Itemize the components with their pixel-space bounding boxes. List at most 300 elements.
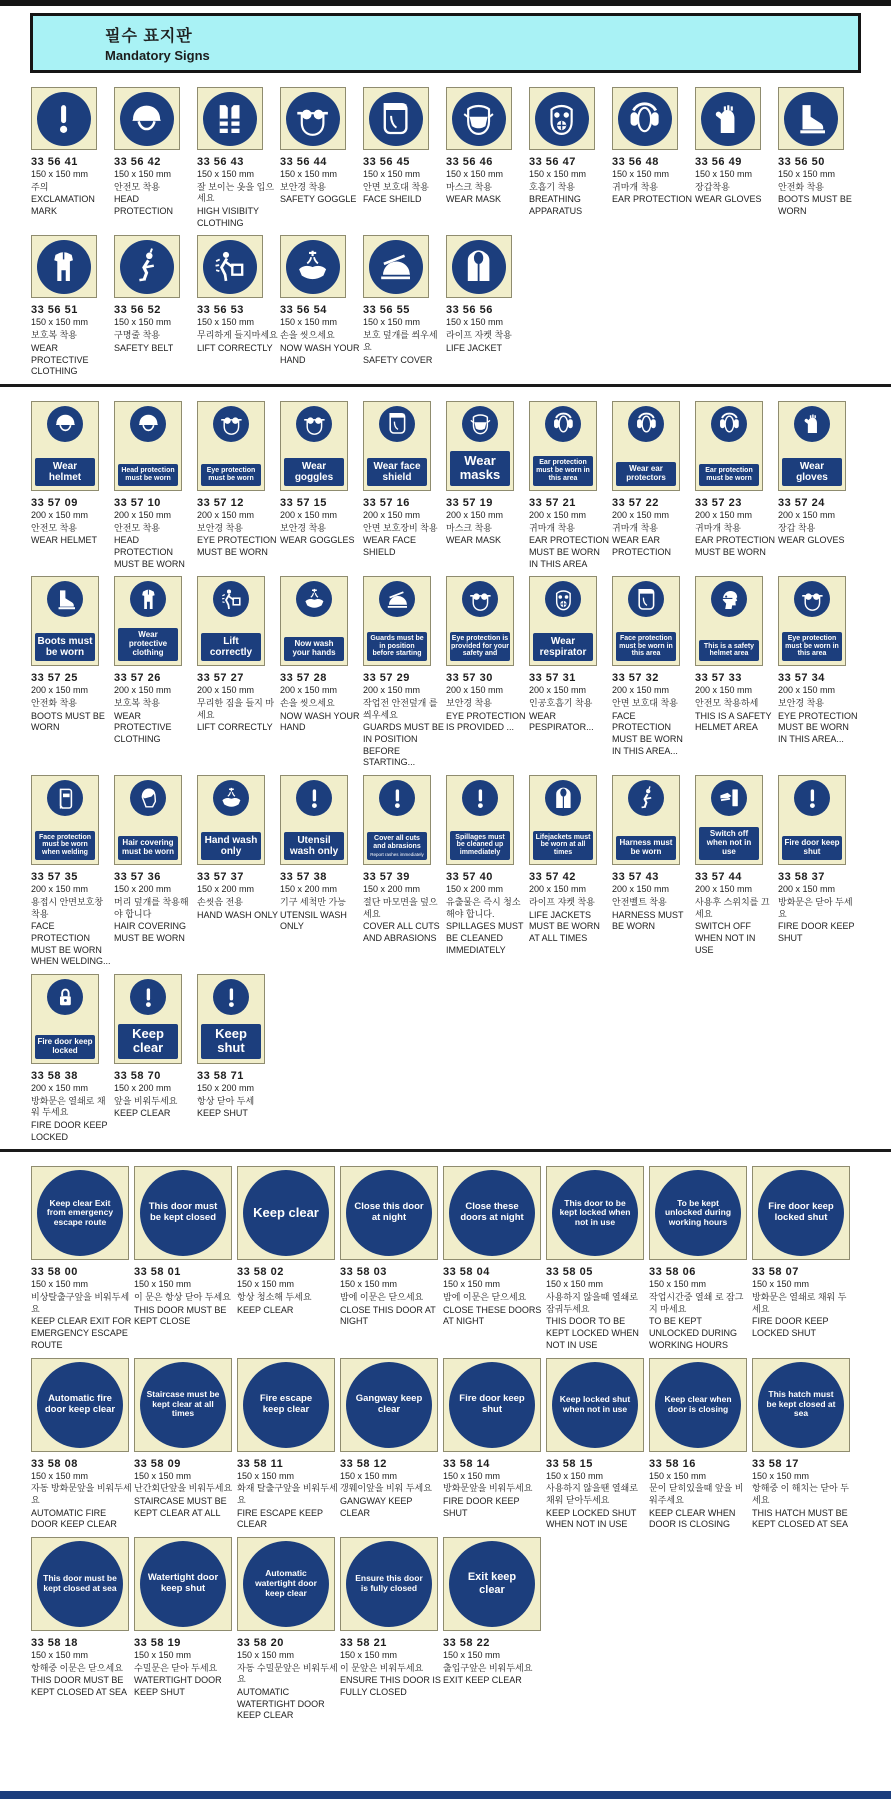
sign-code: 33 56 45 — [363, 156, 410, 168]
sign-caption — [35, 831, 95, 860]
sign-card — [340, 1358, 441, 1520]
sign-label-english: WATERTIGHT DOOR KEEP SHUT — [134, 1675, 222, 1697]
sign-plate — [443, 1358, 541, 1452]
sign-label-english: THIS DOOR MUST BE KEPT CLOSED AT SEA — [31, 1675, 128, 1697]
sign-plate — [280, 235, 346, 298]
pictogram-circle — [37, 240, 91, 294]
sign-plate — [237, 1166, 335, 1260]
sign-card — [446, 87, 527, 206]
sign-label-english: THIS DOOR MUST BE KEPT CLOSE — [134, 1304, 227, 1327]
sign-label-english: TO BE KEPT UNLOCKED DURING WORKING HOURS — [649, 1316, 738, 1350]
sign-code: 33 57 35 — [31, 871, 78, 884]
sign-code: 33 56 49 — [695, 156, 742, 168]
sign-label-english: HIGH VISIBITY CLOTHING — [197, 206, 259, 228]
sign-card — [363, 576, 444, 769]
sign-code: 33 57 36 — [114, 871, 161, 884]
sign-card — [31, 1358, 132, 1531]
sign-card — [280, 775, 361, 933]
harness-icon — [125, 245, 168, 288]
sign-size: 200 x 150 mm — [612, 509, 670, 520]
sign-plate — [446, 576, 514, 666]
sign-caption-text: Boots must be worn — [37, 635, 93, 659]
sign-card — [778, 87, 859, 218]
sign-label-english: FIRE DOOR KEEP SHUT — [778, 921, 855, 943]
sign-card — [134, 1358, 235, 1520]
sign-circle-text: Automatic watertight door keep clear — [243, 1541, 329, 1627]
sign-size: 150 x 150 mm — [443, 1279, 501, 1290]
sign-circle-text: Close these doors at night — [449, 1170, 535, 1256]
sign-card — [197, 576, 278, 734]
sign-size: 150 x 150 mm — [134, 1470, 192, 1481]
sign-label-english: THIS DOOR TO BE KEPT LOCKED WHEN NOT IN USE — [546, 1316, 639, 1350]
sign-size: 150 x 150 mm — [778, 169, 836, 179]
exclamation-icon — [134, 983, 163, 1012]
lifejacket-icon — [549, 784, 578, 813]
sign-card — [446, 775, 527, 956]
sign-code: 33 57 30 — [446, 672, 493, 685]
pictogram-circle — [711, 406, 747, 442]
sign-code: 33 57 22 — [612, 496, 659, 509]
sign-code: 33 58 15 — [546, 1457, 593, 1470]
guard-cover-icon — [374, 245, 417, 288]
sign-circle-text: Gangway keep clear — [346, 1362, 432, 1448]
sign-size: 150 x 150 mm — [197, 317, 255, 328]
sign-label-korean: 귀마개 착용 — [695, 522, 741, 533]
lifejacket-icon — [457, 245, 500, 288]
sign-label-english: WEAR PESPIRATOR... — [529, 710, 594, 733]
sign-card — [31, 1166, 132, 1351]
sign-size: 150 x 150 mm — [446, 169, 504, 179]
sign-plate — [31, 401, 99, 491]
sign-caption-text: Face protection must be worn when welding — [38, 833, 92, 857]
sign-caption — [782, 458, 842, 486]
sign-size: 150 x 150 mm — [649, 1279, 707, 1290]
sign-label-korean: 문이 닫히있을때 앞을 비워주세요 — [649, 1483, 744, 1505]
sign-code: 33 56 55 — [363, 304, 410, 317]
sign-plate — [340, 1358, 438, 1452]
sign-label-english: KEEP CLEAR — [114, 1108, 171, 1119]
sign-label-korean: 인공호흡기 착용 — [529, 698, 593, 708]
pictogram-circle — [296, 406, 332, 442]
bottom-border-strip — [0, 1791, 891, 1799]
sign-circle-text: This hatch must be kept closed at sea — [758, 1362, 844, 1448]
exclamation-icon — [798, 784, 827, 813]
sign-label-korean: 라이프 자켓 착용 — [446, 330, 512, 341]
sign-code: 33 57 40 — [446, 871, 493, 884]
sign-label-english: WEAR PROTECTIVE CLOTHING — [31, 342, 89, 377]
pictogram-circle — [130, 780, 166, 816]
sign-label-korean: 수밀문은 닫아 두세요 — [134, 1662, 218, 1673]
top-border-strip — [0, 0, 891, 6]
sign-label-english: CLOSE THESE DOORS AT NIGHT — [443, 1304, 542, 1327]
sign-card — [695, 87, 776, 206]
sign-size: 200 x 150 mm — [612, 685, 670, 696]
sign-size: 150 x 150 mm — [237, 1279, 295, 1290]
sign-caption — [367, 458, 427, 486]
sign-plate — [752, 1358, 850, 1452]
sign-label-english: THIS IS A SAFETY HELMET AREA — [695, 710, 772, 733]
sign-label-korean: 안면 보호장비 착용 — [363, 522, 438, 533]
sign-plate — [778, 87, 844, 150]
sign-card — [31, 775, 112, 968]
sign-card — [340, 1166, 441, 1328]
sign-label-korean: 이 문은 항상 닫아 두세요 — [134, 1292, 231, 1303]
sign-code: 33 57 39 — [363, 871, 410, 884]
lift-icon — [217, 585, 246, 614]
sign-caption-text: Fire door keep shut — [784, 838, 840, 857]
sign-plate — [114, 87, 180, 150]
sign-caption-text: Hair covering must be worn — [121, 838, 174, 857]
sign-label-english: LIFT CORRECTLY — [197, 722, 273, 733]
sign-plate — [695, 775, 763, 865]
sign-plate — [197, 775, 265, 865]
sign-label-english: BREATHING APPARATUS — [529, 194, 583, 217]
sign-label-korean: 용접시 안면보호창 착용 — [31, 896, 104, 919]
sign-size: 150 x 150 mm — [340, 1470, 398, 1481]
sign-code: 33 58 16 — [649, 1457, 696, 1470]
sign-plate — [778, 576, 846, 666]
hair-covering-icon — [134, 784, 163, 813]
sign-size: 150 x 150 mm — [752, 1470, 810, 1481]
sign-caption — [118, 628, 178, 661]
sign-plate — [612, 401, 680, 491]
sign-plate — [695, 401, 763, 491]
sign-card — [695, 576, 776, 734]
sign-label-korean: 유출물은 즉시 청소해야 합니다. — [446, 896, 521, 919]
sign-size: 200 x 150 mm — [778, 685, 836, 696]
section-divider — [0, 1149, 891, 1152]
sign-card — [649, 1166, 750, 1351]
sign-plate — [134, 1358, 232, 1452]
sign-label-korean: 안전모 착용 — [114, 522, 160, 533]
sign-code: 33 58 12 — [340, 1457, 387, 1470]
goggles-icon — [291, 97, 334, 140]
sign-label-english: HARNESS MUST BE WORN — [612, 909, 684, 932]
sign-size: 150 x 150 mm — [237, 1649, 295, 1660]
sign-caption-text: Cover all cuts and abrasions — [373, 835, 421, 851]
sign-card — [31, 401, 112, 547]
sign-label-korean: 사용후 스위치를 끄세요 — [695, 896, 770, 919]
sign-caption — [367, 632, 427, 661]
sign-caption — [616, 462, 676, 486]
sign-size: 150 x 150 mm — [752, 1279, 810, 1290]
sign-size: 150 x 150 mm — [649, 1470, 707, 1481]
sign-code: 33 58 70 — [114, 1069, 161, 1082]
sign-plate — [280, 87, 346, 150]
sign-code: 33 56 41 — [31, 156, 78, 168]
sign-code: 33 56 56 — [446, 304, 493, 317]
sign-caption-text: Wear masks — [459, 452, 501, 483]
sign-label-korean: 보안경 착용 — [446, 698, 492, 708]
sign-label-english: WEAR GLOVES — [778, 535, 845, 546]
sign-caption — [201, 832, 261, 860]
sign-label-korean: 절단 마모면을 덮으세요 — [363, 896, 438, 919]
sign-caption — [782, 836, 842, 860]
sign-code: 33 57 25 — [31, 672, 78, 685]
sign-code: 33 57 33 — [695, 672, 742, 685]
sign-label-korean: 손을 씻으세요 — [280, 330, 335, 341]
sign-caption-text: Wear gloves — [796, 460, 828, 483]
sign-label-korean: 안면 보호대 착용 — [612, 698, 678, 708]
harness-icon — [632, 784, 661, 813]
sign-label-english: CLOSE THIS DOOR AT NIGHT — [340, 1304, 436, 1327]
sign-caption-text: Wear ear protectors — [626, 463, 666, 482]
pictogram-circle — [535, 92, 589, 146]
pictogram-signs — [31, 87, 863, 378]
sign-plate — [529, 775, 597, 865]
sign-size: 150 x 150 mm — [31, 169, 89, 179]
sign-card — [546, 1166, 647, 1351]
exclamation-icon — [466, 784, 495, 813]
sign-label-english: EXIT KEEP CLEAR — [443, 1675, 522, 1686]
sign-size: 200 x 150 mm — [446, 685, 504, 696]
gloves-icon — [706, 97, 749, 140]
sign-row — [31, 1358, 863, 1531]
sign-label-korean: 보안경 착용 — [280, 522, 326, 533]
sign-card — [695, 401, 776, 559]
sign-caption — [118, 836, 178, 860]
sign-card — [529, 576, 610, 734]
pictogram-circle — [203, 240, 257, 294]
sign-label-korean: 장갑착용 — [695, 181, 730, 192]
sign-card — [363, 87, 444, 206]
sign-size: 200 x 150 mm — [529, 685, 587, 696]
sign-label-english: KEEP CLEAR — [237, 1304, 294, 1315]
sign-caption-text: Switch off when not in use — [706, 829, 752, 857]
sign-plate — [280, 401, 348, 491]
sign-plate — [31, 1166, 129, 1260]
sign-row — [31, 576, 863, 769]
sign-size: 200 x 150 mm — [31, 884, 89, 895]
sign-label-english: NOW WASH YOUR HAND — [280, 342, 360, 365]
pictogram-circle — [47, 406, 83, 442]
sign-code: 33 58 22 — [443, 1636, 490, 1649]
sign-card — [114, 87, 195, 218]
sign-plate — [237, 1537, 335, 1631]
pictogram-circle — [203, 92, 257, 146]
sign-label-korean: 손씻음 전용 — [197, 896, 243, 907]
sign-card — [363, 401, 444, 559]
sign-label-korean: 보호복 착용 — [114, 698, 160, 708]
sign-label-korean: 방화문은 열쇄로 채워 두세요 — [752, 1292, 847, 1314]
earmuffs-icon — [623, 97, 666, 140]
sign-label-english: GANGWAY KEEP CLEAR — [340, 1495, 413, 1518]
sign-plate — [363, 401, 431, 491]
sign-plate — [31, 576, 99, 666]
sign-label-korean: 밤에 이문은 닫으세요 — [340, 1292, 424, 1303]
sign-plate — [778, 401, 846, 491]
sign-label-korean: 사용하지 않을때 열쇄로 잠궈두세요 — [546, 1292, 638, 1314]
sign-circle-text: To be kept unlocked during working hours — [655, 1170, 741, 1256]
boots-icon — [789, 97, 832, 140]
sign-size: 150 x 150 mm — [612, 169, 670, 179]
sign-label-korean: 주의 — [31, 181, 49, 192]
sign-caption-text: Now wash your hands — [292, 639, 336, 658]
sign-row — [31, 87, 863, 229]
sign-plate — [340, 1537, 438, 1631]
sign-caption — [533, 633, 593, 661]
sign-code: 33 56 44 — [280, 156, 327, 168]
sign-label-english: FIRE DOOR KEEP LOCKED SHUT — [752, 1316, 829, 1339]
page-title-english: Mandatory Signs — [105, 48, 210, 63]
sign-caption-text: Wear face shield — [373, 460, 421, 483]
sign-plate — [134, 1537, 232, 1631]
pictogram-circle — [37, 92, 91, 146]
pictogram-circle — [130, 979, 166, 1015]
sign-caption-text: Wear helmet — [48, 460, 82, 483]
sign-card — [197, 775, 278, 921]
pictogram-circle — [618, 92, 672, 146]
sign-label-english: LIFT CORRECTLY — [197, 342, 273, 353]
sign-code: 33 56 48 — [612, 156, 659, 168]
sign-code: 33 58 04 — [443, 1266, 490, 1279]
sign-caption-text: Eye protection is provided for your safety and — [451, 634, 509, 658]
sign-size: 150 x 200 mm — [446, 884, 504, 895]
sign-label-korean: 귀마개 착용 — [612, 522, 658, 533]
exclamation-icon — [217, 983, 246, 1012]
sign-label-korean: 잘 보이는 옷을 입으세요 — [197, 181, 275, 204]
sign-code: 33 57 29 — [363, 672, 410, 685]
sign-card — [134, 1166, 235, 1328]
sign-plate — [237, 1358, 335, 1452]
sign-card — [31, 576, 112, 734]
sign-label-english: BOOTS MUST BE WORN — [31, 710, 105, 733]
pictogram-circle — [130, 406, 166, 442]
sign-plate — [612, 775, 680, 865]
sign-card — [446, 401, 527, 547]
sign-card — [443, 1358, 544, 1520]
sign-card — [114, 576, 195, 745]
sign-caption — [616, 632, 676, 661]
sign-label-korean: 항해중 이 해치는 닫아 두세요 — [752, 1483, 849, 1505]
sign-label-korean: 귀마개 착용 — [612, 181, 658, 192]
pictogram-circle — [213, 979, 249, 1015]
sign-label-english: WEAR EAR PROTECTION — [612, 535, 672, 557]
sign-card — [752, 1166, 853, 1339]
sign-caption — [699, 464, 759, 486]
sign-row — [31, 775, 863, 968]
sign-size: 200 x 150 mm — [695, 509, 753, 520]
sign-size: 200 x 150 mm — [446, 509, 504, 520]
sign-card — [280, 576, 361, 734]
sign-card — [529, 401, 610, 570]
sign-card — [363, 775, 444, 944]
sign-code: 33 58 21 — [340, 1636, 387, 1649]
sign-card — [31, 235, 112, 377]
sign-code: 33 58 01 — [134, 1266, 181, 1279]
sign-caption-text: Ear protection must be worn in this area — [536, 459, 590, 483]
pictogram-circle — [213, 581, 249, 617]
sign-plate — [446, 87, 512, 150]
boots-icon — [51, 585, 80, 614]
pictogram-circle — [296, 780, 332, 816]
sign-card — [31, 974, 112, 1143]
sign-code: 33 57 16 — [363, 496, 410, 509]
sign-code: 33 56 53 — [197, 304, 244, 317]
sign-code: 33 58 05 — [546, 1266, 593, 1279]
sign-plate — [649, 1358, 747, 1452]
sign-size: 200 x 150 mm — [612, 884, 670, 895]
sign-plate — [752, 1166, 850, 1260]
sign-label-english: KEEP LOCKED SHUT WHEN NOT IN USE — [546, 1507, 637, 1530]
sign-card — [446, 576, 527, 734]
sign-plate — [134, 1166, 232, 1260]
sign-label-korean: 손을 씻으세요 — [280, 698, 335, 708]
sign-label-english: EAR PROTECTION — [612, 194, 693, 205]
sign-plate — [612, 87, 678, 150]
sign-code: 33 58 00 — [31, 1266, 78, 1279]
sign-label-english: WEAR FACE SHIELD — [363, 535, 417, 557]
sign-circle-text: Staircase must be kept clear at all times — [140, 1362, 226, 1448]
sign-size: 150 x 150 mm — [31, 1279, 89, 1290]
sign-caption — [450, 451, 510, 486]
sign-size: 200 x 150 mm — [114, 509, 172, 520]
sign-card — [529, 775, 610, 944]
sign-label-korean: 안전모 착용하세 — [695, 698, 759, 708]
sign-label-korean: 난간회단앞을 비워두세요 — [134, 1483, 233, 1494]
sign-size: 150 x 150 mm — [546, 1470, 604, 1481]
sign-caption — [284, 637, 344, 661]
pictogram-circle — [286, 92, 340, 146]
sign-caption-text: Hand wash only — [204, 834, 258, 857]
sign-label-english: WEAR MASK — [446, 194, 502, 205]
sign-circle-text: This door must be kept closed at sea — [37, 1541, 123, 1627]
sign-size: 150 x 150 mm — [446, 317, 504, 328]
sign-label-korean: 무리하게 들지마세요 — [197, 330, 278, 341]
sign-label-korean: 비상탈출구앞을 비워두세요 — [31, 1292, 130, 1314]
sign-size: 200 x 150 mm — [31, 1082, 89, 1093]
sign-code: 33 57 27 — [197, 672, 244, 685]
sign-size: 150 x 150 mm — [31, 1649, 89, 1660]
sign-size: 150 x 150 mm — [237, 1470, 295, 1481]
sign-code: 33 56 54 — [280, 304, 327, 317]
sign-label-english: AUTOMATIC WATERTIGHT DOOR KEEP CLEAR — [237, 1687, 325, 1721]
sign-card — [612, 775, 693, 933]
sign-label-english: EYE PROTECTION IS PROVIDED ... — [446, 710, 526, 733]
pictogram-circle — [452, 92, 506, 146]
pictogram-circle — [794, 581, 830, 617]
sign-plate — [446, 401, 514, 491]
sign-caption — [533, 456, 593, 485]
pictogram-circle — [701, 92, 755, 146]
sign-code: 33 58 71 — [197, 1069, 244, 1082]
pictogram-circle — [47, 979, 83, 1015]
sign-circle-text: This door to be kept locked when not in use — [552, 1170, 638, 1256]
sign-label-english: ENSURE THIS DOOR IS FULLY CLOSED — [340, 1675, 441, 1697]
sign-label-korean: 이 문앞은 비워두세요 — [340, 1662, 424, 1673]
sign-size: 200 x 150 mm — [114, 685, 172, 696]
sign-caption — [35, 1035, 95, 1059]
guard-cover-icon — [383, 585, 412, 614]
mask-icon — [457, 97, 500, 140]
sign-circle-text: Watertight door keep shut — [140, 1541, 226, 1627]
sign-code: 33 58 03 — [340, 1266, 387, 1279]
sign-label-korean: 방화문은 열쇄로 채워 두세요 — [31, 1095, 106, 1118]
sign-size: 150 x 150 mm — [363, 169, 421, 179]
mask-icon — [466, 409, 495, 438]
sign-card — [612, 87, 693, 206]
sign-caption — [699, 827, 759, 860]
pictogram-circle — [462, 780, 498, 816]
sign-caption-text: Eye protection must be worn — [206, 467, 256, 483]
sign-card — [446, 235, 527, 354]
sign-label-korean: 보안경 착용 — [778, 698, 824, 708]
sign-label-korean: 사용하지 않을땐 열쇄로 채워 닫아두세요 — [546, 1483, 638, 1505]
sign-label-korean: 안전벨트 착용 — [612, 896, 667, 907]
sign-catalog — [0, 87, 891, 1722]
sign-caption-text: This is a safety helmet area — [703, 642, 755, 658]
goggles-icon — [300, 409, 329, 438]
